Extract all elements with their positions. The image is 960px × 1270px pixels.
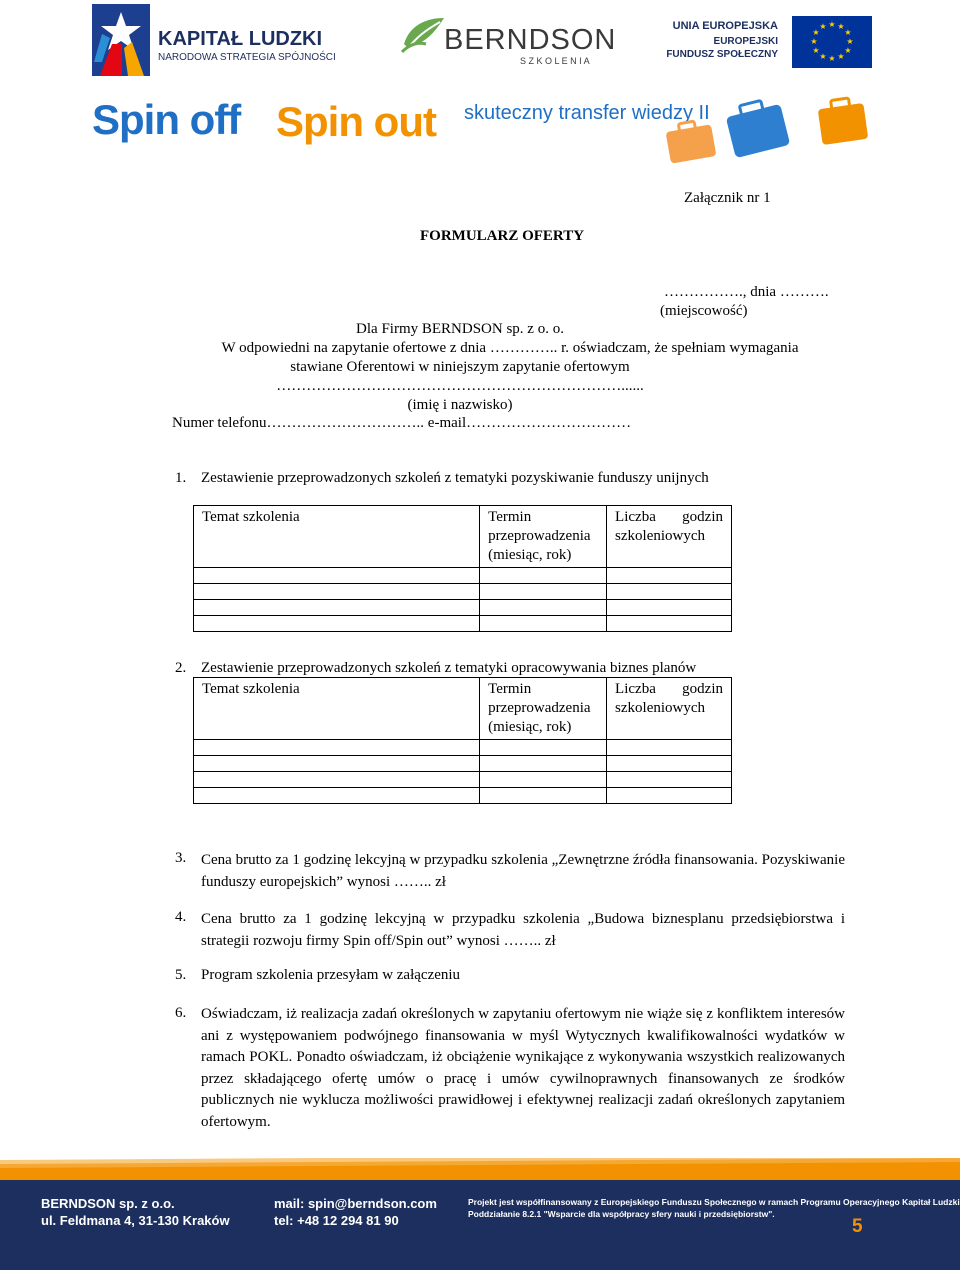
banner-spin-off: Spin off — [92, 96, 241, 143]
table-cell[interactable] — [194, 616, 480, 632]
table-cell[interactable] — [194, 756, 480, 772]
eu-line3: FUNDUSZ SPOŁECZNY — [666, 49, 778, 60]
reply-line-1: W odpowiedni na zapytanie ofertowe z dnia ………….. r. oświadczam, że spełniam wymagania — [221, 340, 799, 356]
table-cell[interactable] — [194, 740, 480, 756]
table-cell[interactable] — [480, 756, 607, 772]
kapital-ludzki-emblem-icon — [92, 4, 154, 76]
section-2-table — [193, 677, 732, 804]
table-row — [194, 788, 732, 804]
contact-line: Numer telefonu………………………….. e-mail…………………………… — [172, 415, 632, 431]
table-cell[interactable] — [607, 600, 732, 616]
table-cell[interactable] — [194, 772, 480, 788]
table-cell[interactable] — [480, 568, 607, 584]
table-row — [194, 600, 732, 616]
table-row — [194, 616, 732, 632]
svg-text:★: ★ — [837, 52, 845, 61]
table-header-date: Termin przeprowadzenia (miesiąc, rok) — [480, 678, 607, 740]
table-cell[interactable] — [607, 616, 732, 632]
page-number: 5 — [852, 1216, 863, 1237]
section-1-number: 1. — [175, 470, 187, 486]
svg-text:★: ★ — [810, 37, 818, 46]
berndson-title: BERNDSON — [444, 24, 617, 56]
item-5-number: 5. — [175, 967, 187, 983]
table-row — [194, 568, 732, 584]
berndson-subtitle: S Z K O L E N I A — [520, 56, 590, 66]
item-3-number: 3. — [175, 850, 187, 866]
table-cell[interactable] — [607, 568, 732, 584]
table-cell[interactable] — [607, 772, 732, 788]
table-cell[interactable] — [607, 756, 732, 772]
footer-company: BERNDSON sp. z o.o. — [41, 1196, 175, 1211]
place-label: (miejscowość) — [660, 303, 748, 319]
table-cell[interactable] — [194, 788, 480, 804]
table-cell[interactable] — [480, 584, 607, 600]
footer-tel: tel: +48 12 294 81 90 — [274, 1213, 399, 1228]
item-4-text: Cena brutto za 1 godzinę lekcyjną w przypadku szkolenia „Budowa biznesplanu przedsiębiorstwa i strategii rozwoju firmy Spin off/Spin out” wynosi …….. zł — [201, 911, 845, 949]
svg-text:★: ★ — [828, 20, 836, 29]
svg-text:★: ★ — [812, 28, 820, 37]
svg-text:★: ★ — [819, 22, 827, 31]
form-title: FORMULARZ OFERTY — [420, 228, 585, 244]
item-6-number: 6. — [175, 1005, 187, 1021]
svg-text:★: ★ — [844, 46, 852, 55]
leaf-icon — [400, 14, 446, 56]
kapital-ludzki-subtitle: NARODOWA STRATEGIA SPÓJNOŚCI — [158, 52, 336, 63]
table-header-topic: Temat szkolenia — [194, 678, 480, 740]
kapital-ludzki-logo — [92, 4, 336, 76]
footer-address: ul. Feldmana 4, 31-130 Kraków — [41, 1213, 230, 1228]
banner-tagline: skuteczny transfer wiedzy II — [464, 102, 710, 124]
table-row — [194, 740, 732, 756]
section-2-number: 2. — [175, 660, 187, 676]
footer-project-line-2: Poddziałanie 8.2.1 "Wsparcie dla współpracy sfery nauki i przedsiębiorstw". — [468, 1209, 775, 1219]
eu-flag-icon — [792, 16, 872, 68]
section-2-title: Zestawienie przeprowadzonych szkoleń z tematyki opracowywania biznes planów — [201, 660, 697, 676]
table-header-topic: Temat szkolenia — [194, 506, 480, 568]
addressee-line: Dla Firmy BERNDSON sp. z o. o. — [356, 321, 564, 337]
banner-spin-out: Spin out — [276, 98, 436, 145]
table-cell[interactable] — [480, 600, 607, 616]
section-1-title: Zestawienie przeprowadzonych szkoleń z tematyki pozyskiwanie funduszy unijnych — [201, 470, 709, 486]
item-6-text: Oświadczam, iż realizacja zadań określonych w zapytaniu ofertowym nie wiąże się z konfliktem interesów ani z występowaniem podwójnego finansowania w myśl Wytycznych kwalifikowalności wydatków w ramach POKL. Ponadto oświadczam, iż obciążenie wynikające z wykonywania wszystkich realizowanych przez składającego ofertę umów o pracę i umów cywilnoprawnych finansowanych ze środków publicznych nie wyklucza możliwości prawidłowej i efektywnej realizacji zadań określonych zapytaniem ofertowym. — [201, 1006, 845, 1130]
eu-logo — [666, 14, 874, 70]
svg-text:★: ★ — [837, 22, 845, 31]
eu-line2: EUROPEJSKI — [713, 36, 778, 47]
table-header-hours: Liczba godzin szkoleniowych — [607, 678, 732, 740]
annex-label: Załącznik nr 1 — [684, 190, 771, 206]
table-cell[interactable] — [480, 772, 607, 788]
briefcase-blue-icon — [726, 100, 790, 158]
footer-project-line-1: Projekt jest współfinansowany z Europejskiego Funduszu Społecznego w ramach Programu Operacyjnego Kapitał Ludzki — [468, 1197, 960, 1207]
svg-text:★: ★ — [819, 52, 827, 61]
briefcase-orange-icon — [818, 98, 869, 145]
item-5-text: Program szkolenia przesyłam w załączeniu — [201, 967, 461, 983]
table-cell[interactable] — [194, 600, 480, 616]
reply-line-2: stawiane Oferentowi w niniejszym zapytanie ofertowym — [290, 359, 630, 375]
name-label: (imię i nazwisko) — [407, 397, 513, 413]
table-cell[interactable] — [194, 568, 480, 584]
table-cell[interactable] — [607, 788, 732, 804]
place-date-field: ……………., dnia ………. — [664, 284, 829, 300]
svg-text:★: ★ — [812, 46, 820, 55]
table-row — [194, 584, 732, 600]
table-cell[interactable] — [194, 584, 480, 600]
berndson-logo — [400, 14, 617, 70]
table-row — [194, 756, 732, 772]
table-cell[interactable] — [607, 740, 732, 756]
svg-text:★: ★ — [846, 37, 854, 46]
svg-text:★: ★ — [828, 54, 836, 63]
svg-text:★: ★ — [844, 28, 852, 37]
table-header-date: Termin przeprowadzenia (miesiąc, rok) — [480, 506, 607, 568]
table-cell[interactable] — [480, 616, 607, 632]
name-dots-field: ……………………………………………………………...... — [276, 378, 644, 394]
table-cell[interactable] — [607, 584, 732, 600]
table-header-hours: Liczba godzin szkoleniowych — [607, 506, 732, 568]
kapital-ludzki-title: KAPITAŁ LUDZKI — [158, 28, 323, 50]
briefcase-icons — [660, 88, 890, 168]
table-cell[interactable] — [480, 788, 607, 804]
footer-mail[interactable]: mail: spin@berndson.com — [274, 1196, 437, 1211]
table-cell[interactable] — [480, 740, 607, 756]
briefcase-orange-small-icon — [666, 121, 717, 164]
item-4-number: 4. — [175, 909, 187, 925]
item-3-text: Cena brutto za 1 godzinę lekcyjną w przypadku szkolenia „Zewnętrzne źródła finansowania. Pozyskiwanie funduszy europejskich” wynosi …….. zł — [201, 852, 845, 890]
section-1-table — [193, 505, 732, 632]
table-row — [194, 772, 732, 788]
eu-line1: UNIA EUROPEJSKA — [672, 20, 778, 32]
